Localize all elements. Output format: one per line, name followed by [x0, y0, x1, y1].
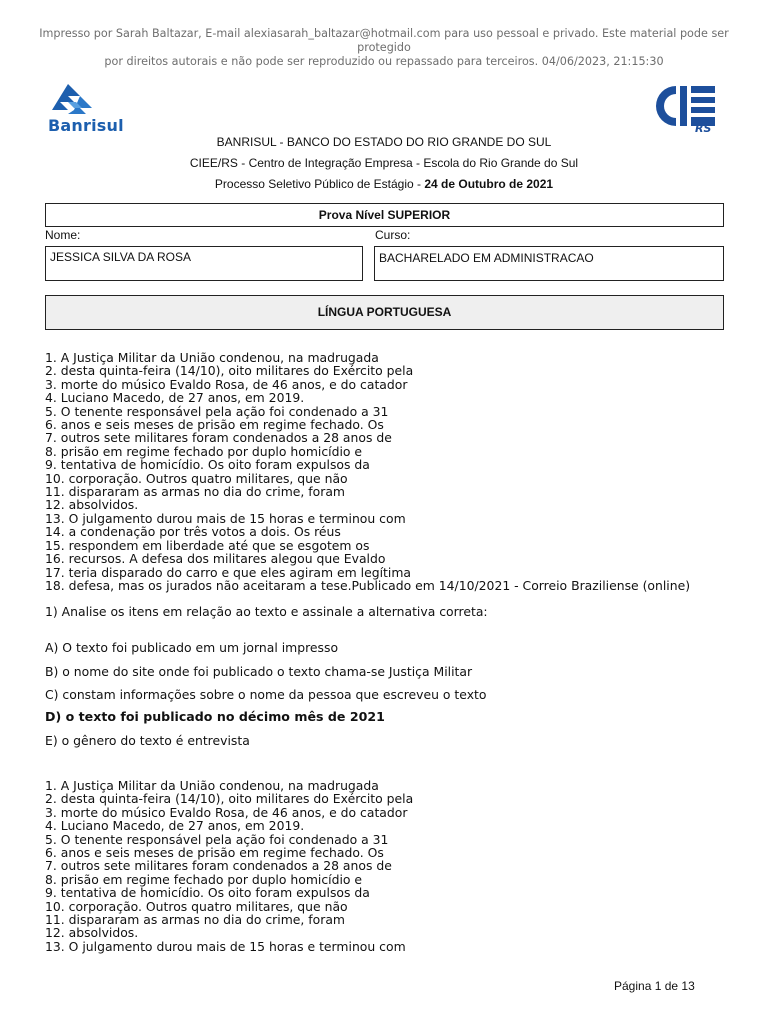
text-line: 11. dispararam as armas no dia do crime, foram	[45, 912, 345, 928]
question-1-option-b[interactable]: B) o nome do site onde foi publicado o texto chama-se Justiça Militar	[45, 664, 473, 679]
header-process-label: Processo Seletivo Público de Estágio -	[214, 177, 425, 191]
text-line: 16. recursos. A defesa dos militares alegou que Evaldo	[45, 551, 386, 567]
text-line: 18. defesa, mas os jurados não aceitaram a tese.Publicado em 14/10/2021 - Correio Braziliense (online)	[45, 577, 691, 593]
text-line: 4. Luciano Macedo, de 27 anos, em 2019.	[45, 818, 305, 834]
text-line: 13. O julgamento durou mais de 15 horas e terminou com	[45, 510, 406, 526]
text-line: 12. absolvidos.	[45, 925, 139, 941]
subject-box: LÍNGUA PORTUGUESA	[45, 295, 724, 330]
text-line: 10. corporação. Outros quatro militares, que não	[45, 470, 348, 486]
text-line: 1. A Justiça Militar da União condenou, na madrugada	[45, 778, 379, 793]
ciee-logo-icon	[650, 82, 724, 138]
text-line: 8. prisão em regime fechado por duplo homicídio e	[45, 443, 363, 459]
question-1-prompt: 1) Analise os itens em relação ao texto e assinale a alternativa correta:	[45, 604, 488, 619]
header-process-date: 24 de Outubro de 2021	[424, 177, 554, 191]
text-line: 2. desta quinta-feira (14/10), oito militares do Exército pela	[45, 363, 414, 379]
text-line: 5. O tenente responsável pela ação foi condenado a 31	[45, 831, 389, 847]
page-number: Página 1 de 13	[614, 979, 695, 993]
text-line: 7. outros sete militares foram condenados a 28 anos de	[45, 858, 392, 874]
text-line: 1. A Justiça Militar da União condenou, na madrugada	[45, 350, 379, 365]
text-line: 8. prisão em regime fechado por duplo homicídio e	[45, 871, 363, 887]
ciee-logo	[650, 82, 724, 138]
course-field: BACHARELADO EM ADMINISTRACAO	[374, 246, 724, 281]
text-line: 3. morte do músico Evaldo Rosa, de 46 anos, e do catador	[45, 376, 408, 392]
name-field: JESSICA SILVA DA ROSA	[45, 246, 363, 281]
ciee-logo-subtext: RS	[695, 122, 712, 135]
reading-text-repeat	[45, 779, 735, 953]
header-bank-name: BANRISUL - BANCO DO ESTADO DO RIO GRANDE DO SUL	[216, 135, 552, 149]
exam-title-box: Prova Nível SUPERIOR	[45, 203, 724, 227]
header-process	[0, 177, 768, 191]
text-line: 6. anos e seis meses de prisão em regime fechado. Os	[45, 417, 384, 433]
text-line: 13. O julgamento durou mais de 15 horas e terminou com	[45, 938, 406, 954]
text-line: 11. dispararam as armas no dia do crime, foram	[45, 484, 345, 500]
watermark-notice	[20, 27, 748, 69]
text-line: 5. O tenente responsável pela ação foi condenado a 31	[45, 403, 389, 419]
banrisul-logo-text: Banrisul	[48, 116, 124, 135]
banrisul-logo	[46, 82, 130, 136]
name-label: Nome:	[45, 228, 81, 242]
text-line: 4. Luciano Macedo, de 27 anos, em 2019.	[45, 390, 305, 406]
text-line: 15. respondem em liberdade até que se esgotem os	[45, 537, 370, 553]
text-line: 3. morte do músico Evaldo Rosa, de 46 anos, e do catador	[45, 804, 408, 820]
header-ciee-name: CIEE/RS - Centro de Integração Empresa - Escola do Rio Grande do Sul	[189, 156, 579, 170]
question-1-option-c[interactable]: C) constam informações sobre o nome da pessoa que escreveu o texto	[45, 687, 487, 702]
text-line: 9. tentativa de homicídio. Os oito foram expulsos da	[45, 457, 370, 473]
text-line: 14. a condenação por três votos a dois. Os réus	[45, 524, 341, 540]
text-line: 12. absolvidos.	[45, 497, 139, 513]
text-line: 2. desta quinta-feira (14/10), oito militares do Exército pela	[45, 791, 414, 807]
course-label: Curso:	[375, 228, 411, 242]
text-line: 7. outros sete militares foram condenados a 28 anos de	[45, 430, 392, 446]
watermark-line-1: Impresso por Sarah Baltazar, E-mail alexiasarah_baltazar@hotmail.com para uso pessoal e privado. Este material pode ser protegido	[39, 27, 729, 54]
text-line: 10. corporação. Outros quatro militares, que não	[45, 898, 348, 914]
watermark-line-2: por direitos autorais e não pode ser reproduzido ou repassado para terceiros. 04/06/2023, 21:15:30	[104, 55, 664, 68]
question-1-option-e[interactable]: E) o gênero do texto é entrevista	[45, 733, 250, 748]
text-line: 9. tentativa de homicídio. Os oito foram expulsos da	[45, 885, 370, 901]
question-1-option-a[interactable]: A) O texto foi publicado em um jornal impresso	[45, 640, 339, 655]
reading-text	[45, 351, 735, 592]
question-1-option-d-selected[interactable]: D) o texto foi publicado no décimo mês de 2021	[45, 709, 385, 724]
text-line: 6. anos e seis meses de prisão em regime fechado. Os	[45, 845, 384, 861]
text-line: 17. teria disparado do carro e que eles agiram em legítima	[45, 564, 411, 580]
banrisul-logo-icon	[46, 82, 130, 118]
